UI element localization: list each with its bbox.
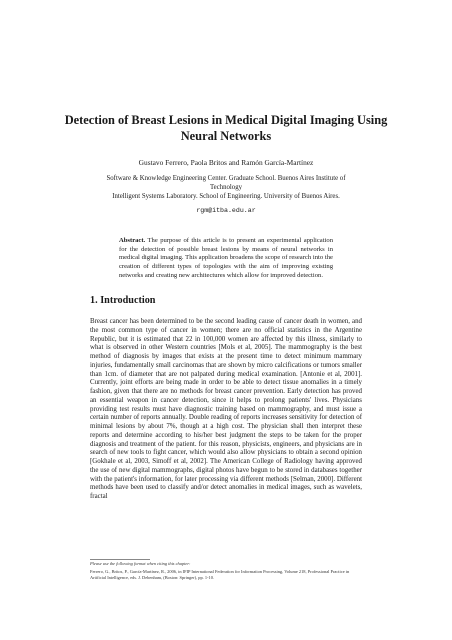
citation-note-text: Ferrero, G., Britos, P., García-Martínez, R., 2006, in IFIP International Federation for Information Processing, Volume 218, Professional Practice in Artificial Intelligence, eds. J. Debenham, (Boston: Springer), pp. 1-10. [90, 569, 350, 580]
author-list: Gustavo Ferrero, Paola Britos and Ramón García-Martínez [138, 158, 314, 167]
intro-paragraph: Breast cancer has been determined to be the second leading cause of cancer death in women, and the most common type of cancer in women; there are no official statistics in the Argentine Republic, but it is estimated that 22 in 100,000 women are affected by this illness, similarly to what is observed in other Western countries [Mols et al, 2005]. The mammography is the best method of diagnosis by images that exists at the present time to detect minimum mammary injuries, fundamentally small carcinomas that are shown by micro calcifications or tumors smaller than 1cm. of diameter that are not palpated during medical examination. [Antonie et al, 2001]. Currently, joint efforts are being made in order to be able to detect tissue anomalies in a timely fashion, given that there are no methods for breast cancer prevention. Early detection has proved an essential weapon in cancer detection, since it helps to prolong patients' lives. Physicians providing test results must have diagnostic training based on mammography, and must issue a certain number of reports annually. Double reading of reports increases sensitivity for detection of minimal lesions by about 7%, though at a high cost. The physician shall then interpret these reports and determine according to his/her best judgment the steps to be taken for the proper diagnosis and treatment of the patient. for this reason, physicists, engineers, and physicians are in search of new tools to fight cancer, which would also allow physicians to obtain a second opinion [Gokhale et al, 2003, Simoff et al, 2002]. The American College of Radiology having approved the use of new digital mammographs, digital photos have begun to be stored in databases together with the patient's information, for later processing via different methods [Selman, 2000]. Different methods have been used to classify and/or detect anomalies in medical images, such as wavelets, fractal [90, 318, 362, 500]
abstract-label: Abstract. [119, 237, 146, 244]
contact-email: rgm@itba.edu.ar [196, 207, 256, 214]
abstract-block [119, 237, 333, 281]
paper-title: Detection of Breast Lesions in Medical Digital Imaging Using Neural Networks [64, 113, 388, 143]
abstract-text: The purpose of this article is to present an experimental application for the detection of possible breast lesions by means of neural networks in medical digital imaging. This application broadens the scope of research into the creation of different types of topologies with the aim of improving existing networks and creating new architectures which allow for improved detection. [119, 237, 333, 279]
section-heading-introduction: 1. Introduction [90, 295, 156, 306]
footnote-divider [90, 559, 150, 560]
introduction-body [90, 318, 362, 502]
affiliation-2: Intelligent Systems Laboratory. School of Engineering. University of Buenos Aires. [112, 193, 340, 200]
citation-note-label: Please use the following format when citing this chapter: [90, 561, 191, 566]
affiliations [96, 174, 356, 201]
affiliation-1: Software & Knowledge Engineering Center. Graduate School. Buenos Aires Institute of Technology [106, 175, 346, 191]
